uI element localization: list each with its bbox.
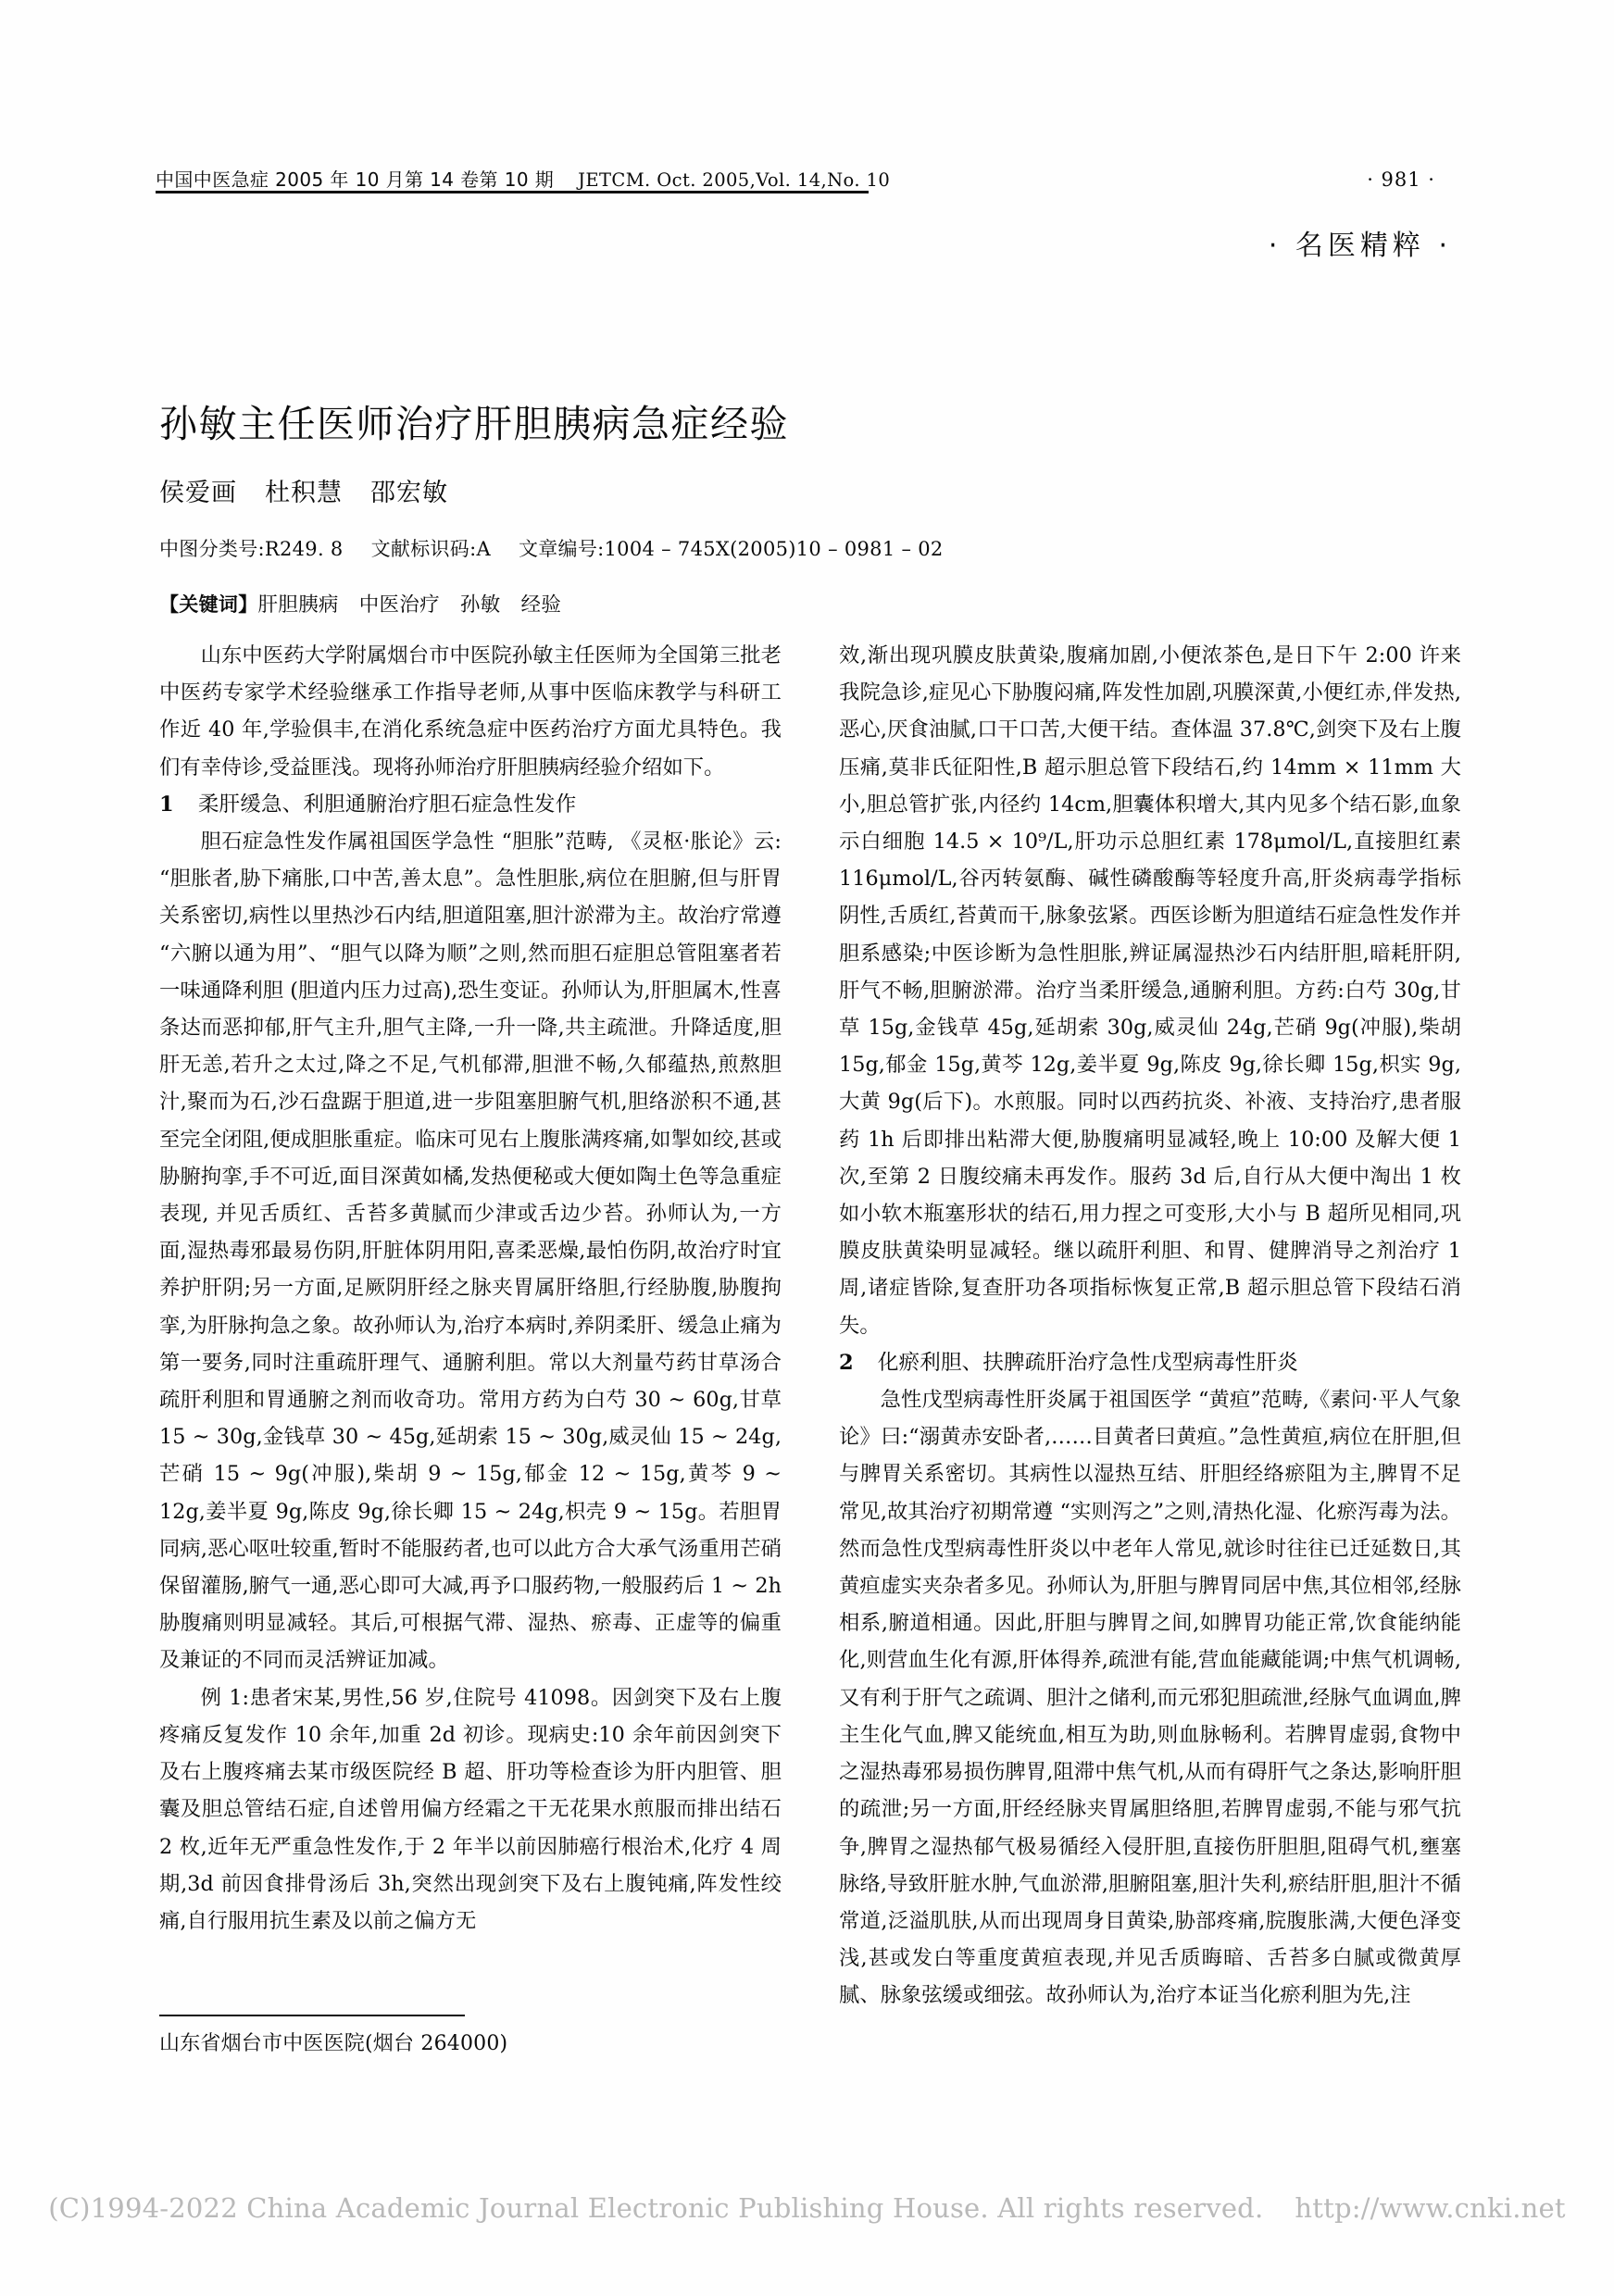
clc-value: R249. 8 (264, 538, 344, 560)
page-folio: · 981 · (1367, 168, 1435, 191)
article-id-label: 文章编号: (518, 538, 605, 560)
cnki-url[interactable]: http://www.cnki.net (1295, 2192, 1566, 2224)
author-affiliation: 山东省烟台市中医医院(烟台 264000) (159, 2032, 508, 2055)
body-paragraph: 急性戊型病毒性肝炎属于祖国医学 “黄疸”范畴,《素问·平人气象论》曰:“溺黄赤安卧者,……目黄者曰黄疸。”急性黄疸,病位在肝胆,但与脾胃关系密切。其病性以湿热互结、肝胆经络瘀阻为主,脾胃不足常见,故其治疗初期常遵 “实则泻之”之则,清热化湿、化瘀泻毒为法。然而急性戊型病毒性肝炎以中老年人常见,就诊时往往已迁延数日,其黄疸虚实夹杂者多见。孙师认为,肝胆与脾胃同居中焦,其位相邻,经脉相系,腑道相通。因此,肝胆与脾胃之间,如脾胃功能正常,饮食能纳能化,则营血生化有源,肝体得养,疏泄有能,营血能藏能调;中焦气机调畅,又有利于肝气之疏调、胆汁之储利,而元邪犯胆疏泄,经脉气血调血,脾主生化气血,脾又能统血,相互为助,则血脉畅利。若脾胃虚弱,食物中之湿热毒邪易损伤脾胃,阻滞中焦气机,从而有碍肝气之条达,影响肝胆的疏泄;另一方面,肝经经脉夹胃属胆络胆,若脾胃虚弱,不能与邪气抗争,脾胃之湿热郁气极易循经入侵肝胆,直接伤肝胆胆,阻碍气机,壅塞脉络,导致肝脏水肿,气血淤滞,胆腑阻塞,胆汁失利,瘀结肝胆,胆汁不循常道,泛溢肌肤,从而出现周身目黄染,胁部疼痛,脘腹胀满,大便色泽变浅,甚或发白等重度黄疸表现,并见舌质晦暗、舌苔多白腻或微黄厚腻、脉象弦缓或细弦。故孙师认为,治疗本证当化瘀利胆为先,注 (839, 1388, 1461, 2008)
clc-label: 中图分类号: (159, 538, 265, 560)
body-columns (159, 637, 1461, 2008)
author-list (159, 472, 448, 508)
keyword-3: 孙敏 (459, 593, 501, 617)
section-number: 2 (839, 1350, 854, 1375)
cnki-copyright: (C)1994-2022 China Academic Journal Electronic Publishing House. All rights reserved. (48, 2192, 1264, 2224)
body-column-left (159, 637, 782, 1979)
body-paragraph: 例 1:患者宋某,男性,56 岁,住院号 41098。因剑突下及右上腹疼痛反复发作 10 余年,加重 2d 初诊。现病史:10 余年前因剑突下及右上腹疼痛去某市级医院经 B 超、肝功等检查诊为肝内胆管、胆囊及胆总管结石症,自述曾用偏方经霜之干无花果水煎服而排出结石 2 枚,近年无严重急性发作,于 2 年半以前因肺癌行根治术,化疗 4 周期,3d 前因食排骨汤后 3h,突然出现剑突下及右上腹钝痛,阵发性绞痛,自行服用抗生素及以前之偏方无 (159, 1685, 782, 1933)
doc-code-label: 文献标识码: (370, 538, 477, 560)
section-heading (839, 1344, 1461, 1381)
doc-code-value: A (476, 538, 491, 560)
body-column-right (839, 637, 1461, 2008)
cnki-footer (0, 2192, 1614, 2224)
rubric-heading: · 名医精粹 · (1268, 230, 1452, 262)
footnote-rule (159, 2015, 465, 2016)
article-id-value: 1004 – 745X(2005)10 – 0981 – 02 (604, 538, 944, 560)
classification-line (159, 534, 944, 562)
section-heading-text: 柔肝缓急、利胆通腑治疗胆石症急性发作 (197, 792, 577, 817)
author-3: 邵宏敏 (370, 479, 448, 507)
body-paragraph: 效,渐出现巩膜皮肤黄染,腹痛加剧,小便浓茶色,是日下午 2:00 许来我院急诊,症见心下胁腹闷痛,阵发性加剧,巩膜深黄,小便红赤,伴发热,恶心,厌食油腻,口干口苦,大便干结。查体温 37.8℃,剑突下及右上腹压痛,莫非氏征阳性,B 超示胆总管下段结石,约 14mm × 11mm 大小,胆总管扩张,内径约 14cm,胆囊体积增大,其内见多个结石影,血象示白细胞 14.5 × 10⁹/L,肝功示总胆红素 178μmol/L,直接胆红素 116μmol/L,谷丙转氨酶、碱性磷酸酶等轻度升高,肝炎病毒学指标阴性,舌质红,苔黄而干,脉象弦紧。西医诊断为胆道结石症急性发作并胆系感染;中医诊断为急性胆胀,辨证属湿热沙石内结肝胆,暗耗肝阴,肝气不畅,胆腑淤滞。治疗当柔肝缓急,通腑利胆。方药:白芍 30g,甘草 15g,金钱草 45g,延胡索 30g,威灵仙 24g,芒硝 9g(冲服),柴胡 15g,郁金 15g,黄芩 12g,姜半夏 9g,陈皮 9g,徐长卿 15g,枳实 9g,大黄 9g(后下)。水煎服。同时以西药抗炎、补液、支持治疗,患者服药 1h 后即排出粘滞大便,胁腹痛明显减轻,晚上 10:00 及解大便 1 次,至第 2 日腹绞痛未再发作。服药 3d 后,自行从大便中淘出 1 枚如小软木瓶塞形状的结石,用力捏之可变形,大小与 B 超所见相同,巩膜皮肤黄染明显减轻。继以疏肝利胆、和胃、健脾消导之剂治疗 1 周,诸症皆除,复查肝功各项指标恢复正常,B 超示胆总管下段结石消失。 (839, 643, 1461, 1338)
section-heading (159, 786, 782, 823)
running-head (156, 165, 1461, 192)
keyword-1: 肝胆胰病 (257, 593, 339, 617)
section-number: 1 (159, 792, 174, 817)
body-paragraph: 山东中医药大学附属烟台市中医院孙敏主任医师为全国第三批老中医药专家学术经验继承工作指导老师,从事中医临床教学与科研工作近 40 年,学验俱丰,在消化系统急症中医药治疗方面尤具特色。我们有幸侍诊,受益匪浅。现将孙师治疗肝胆胰病经验介绍如下。 (159, 643, 782, 780)
body-paragraph: 胆石症急性发作属祖国医学急性 “胆胀”范畴, 《灵枢·胀论》云:“胆胀者,胁下痛胀,口中苦,善太息”。急性胆胀,病位在胆腑,但与肝胃关系密切,病性以里热沙石内结,胆道阻塞,胆汁淤滞为主。故治疗常遵 “六腑以通为用”、“胆气以降为顺”之则,然而胆石症胆总管阻塞者若一味通降利胆 (胆道内压力过高),恐生变证。孙师认为,肝胆属木,性喜条达而恶抑郁,肝气主升,胆气主降,一升一降,共主疏泄。升降适度,胆肝无恙,若升之太过,降之不足,气机郁滞,胆泄不畅,久郁蕴热,煎熬胆汁,聚而为石,沙石盘踞于胆道,进一步阻塞胆腑气机,胆络淤积不通,甚至完全闭阻,便成胆胀重症。临床可见右上腹胀满疼痛,如掣如绞,甚或胁腑拘挛,手不可近,面目深黄如橘,发热便秘或大便如陶土色等急重症表现, 并见舌质红、舌苔多黄腻而少津或舌边少苔。孙师认为,一方面,湿热毒邪最易伤阴,肝脏体阴用阳,喜柔恶燥,最怕伤阴,故治疗时宜养护肝阴;另一方面,足厥阴肝经之脉夹胃属肝络胆,行经胁腹,胁腹拘挛,为肝脉拘急之象。故孙师认为,治疗本病时,养阴柔肝、缓急止痛为第一要务,同时注重疏肝理气、通腑利胆。常以大剂量芍药甘草汤合疏肝利胆和胃通腑之剂而收奇功。常用方药为白芍 30 ~ 60g,甘草 15 ~ 30g,金钱草 30 ~ 45g,延胡索 15 ~ 30g,威灵仙 15 ~ 24g,芒硝 15 ~ 9g(冲服),柴胡 9 ~ 15g,郁金 12 ~ 15g,黄芩 9 ~ 12g,姜半夏 9g,陈皮 9g,徐长卿 15 ~ 24g,枳壳 9 ~ 15g。若胆胃同病,恶心呕吐较重,暂时不能服药者,也可以此方合大承气汤重用芒硝保留灌肠,腑气一通,恶心即可大减,再予口服药物,一般服药后 1 ~ 2h 胁腹痛则明显减轻。其后,可根据气滞、湿热、瘀毒、正虚等的偏重及兼证的不同而灵活辨证加减。 (159, 830, 782, 1673)
article-title: 孙敏主任医师治疗肝胆胰病急症经验 (159, 402, 789, 447)
clc-segment (159, 538, 344, 560)
section-heading-text: 化瘀利胆、扶脾疏肝治疗急性戊型病毒性肝炎 (877, 1350, 1298, 1375)
doc-code-segment (371, 538, 491, 560)
article-id-segment (519, 538, 944, 560)
author-1: 侯爱画 (159, 479, 237, 507)
keyword-4: 经验 (520, 593, 562, 617)
keywords-line (159, 589, 561, 618)
keywords-label: 【关键词】 (159, 593, 258, 616)
author-2: 杜积慧 (265, 479, 343, 507)
running-head-rule (156, 191, 869, 193)
running-head-left (156, 165, 890, 192)
journal-name-en: JETCM. Oct. 2005,Vol. 14,No. 10 (578, 169, 891, 191)
journal-name-cn: 中国中医急症 2005 年 10 月第 14 卷第 10 期 (156, 168, 555, 191)
keyword-2: 中医治疗 (358, 593, 440, 617)
